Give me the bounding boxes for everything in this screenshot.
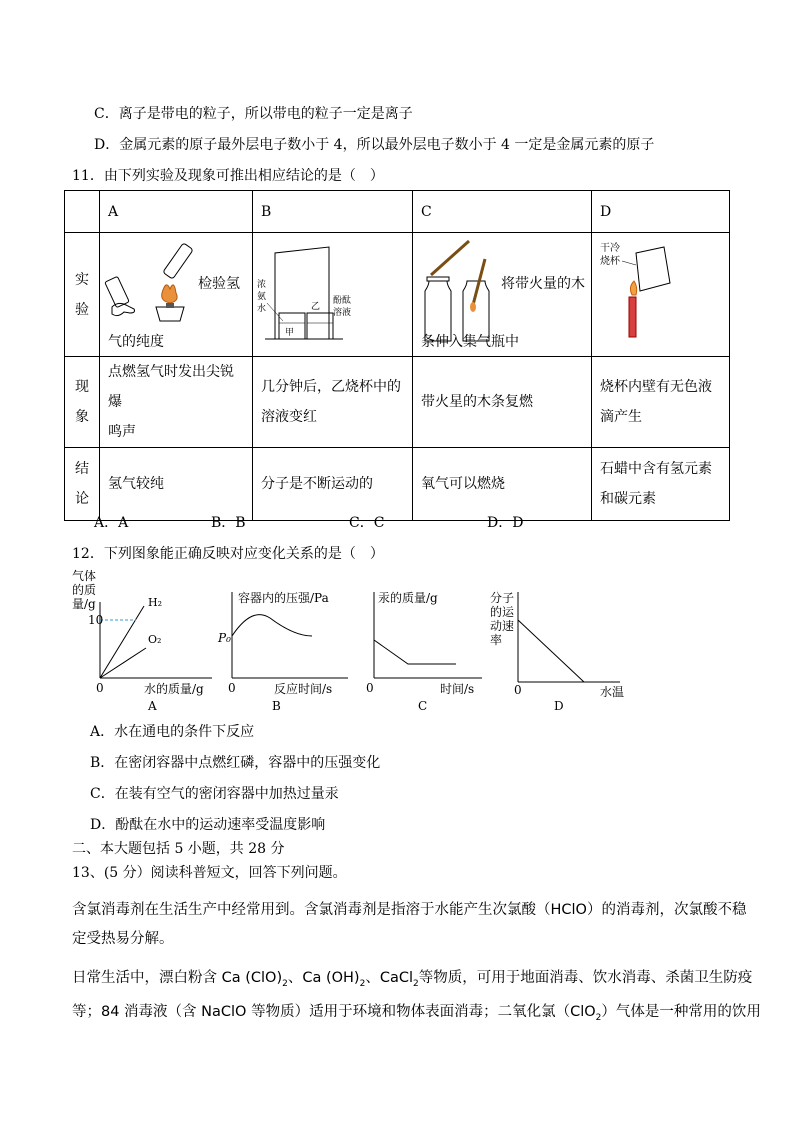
graph-d-line [518, 620, 584, 682]
header-b: B [253, 191, 413, 233]
header-a: A [100, 191, 253, 233]
q13-stem: 13、(5 分）阅读科普短文，回答下列问题。 [72, 865, 347, 881]
experiment-row [65, 233, 730, 357]
svg-text:溶液: 溶液 [333, 308, 352, 318]
svg-text:干冷: 干冷 [600, 243, 620, 254]
conclusion-row [65, 448, 730, 521]
svg-text:浓: 浓 [257, 280, 267, 290]
graph-b-xlabel: 反应时间/s [274, 682, 333, 696]
graph-d-ylabel-3: 动速 [490, 619, 515, 633]
graph-a-h2-line [100, 606, 144, 678]
q12-option-d: D．酚酞在水中的运动速率受温度影响 [90, 817, 326, 833]
header-c: C [413, 191, 592, 233]
svg-text:酚酞: 酚酞 [333, 296, 352, 306]
graph-b-letter: B [272, 699, 281, 713]
q12-option-a: A．水在通电的条件下反应 [90, 724, 255, 740]
graph-d [490, 590, 624, 713]
corner-cell [65, 191, 100, 233]
experiment-c-text1: 将带火量的木 [501, 276, 585, 292]
phenomenon-c: 带火星的木条复燃 [413, 357, 592, 448]
ammonia-diffusion-illustration [253, 233, 411, 355]
q12-option-b: B．在密闭容器中点燃红磷，容器中的压强变化 [90, 755, 381, 771]
experiment-a [100, 233, 253, 357]
graph-a-ylabel-2: 的质 [72, 583, 97, 597]
graph-a-xlabel: 水的质量/g [144, 682, 204, 696]
graph-d-xlabel: 水温 [600, 685, 625, 699]
experiment-c [413, 233, 592, 357]
graph-a-h2-label: H₂ [148, 596, 163, 609]
header-row [65, 191, 730, 233]
graph-b [217, 590, 348, 713]
graph-d-ylabel-2: 的运 [490, 605, 515, 619]
graph-b-origin: 0 [228, 681, 236, 695]
candle-beaker-illustration [592, 233, 724, 355]
graph-c-curve [374, 640, 456, 664]
q11-choice-c: C．C [349, 515, 385, 531]
section-2-heading: 二、本大题包括 5 小题，共 28 分 [72, 841, 285, 857]
q13-p2-line1: 日常生活中，漂白粉含 Ca $(ClO)_2$、Ca $(OH)_2$、CaCl$_2$等物质，可用于地面消毒、饮水消毒、杀菌卫生防疫 [72, 970, 753, 989]
graph-c-letter: C [418, 699, 428, 713]
graph-c [366, 590, 482, 713]
conclusion-a: 氢气较纯 [100, 448, 253, 521]
graph-b-curve [232, 615, 312, 636]
graph-a-letter: A [148, 699, 157, 713]
q11-choice-d: D．D [487, 515, 524, 531]
phenomenon-row [65, 357, 730, 448]
q13-p1-line1: 含氯消毒剂在生活生产中经常用到。含氯消毒剂是指溶于水能产生次氯酸（HClO）的消毒剂，次氯酸不稳 [72, 902, 747, 918]
graph-b-p0: P₀ [218, 631, 231, 645]
experiment-c-text2: 条伸入集气瓶中 [421, 334, 519, 350]
graph-a-origin: 0 [96, 681, 104, 695]
graph-a-o2-line [100, 648, 146, 678]
graph-c-xlabel: 时间/s [440, 682, 475, 696]
q11-choice-a: A．A [94, 515, 129, 531]
graph-d-letter: D [554, 699, 564, 713]
graph-a-o2-label: O₂ [148, 633, 162, 646]
graph-d-origin: 0 [514, 683, 522, 697]
conclusion-b: 分子是不断运动的 [253, 448, 413, 521]
q13-p1-line2: 定受热易分解。 [72, 931, 174, 947]
graph-d-ylabel-1: 分子 [490, 591, 515, 605]
experiment-a-text2: 气的纯度 [108, 334, 164, 350]
q12-option-c: C．在装有空气的密闭容器中加热过量汞 [90, 786, 339, 802]
graph-b-ylabel: 容器内的压强/Pa [238, 591, 329, 605]
experiment-b [253, 233, 413, 357]
q12-graphs [66, 566, 646, 718]
row-label-conclusion: 结 论 [65, 448, 100, 521]
conclusion-c: 氧气可以燃烧 [413, 448, 592, 521]
graph-a [72, 568, 212, 713]
row-label-phenomenon: 现 象 [65, 357, 100, 448]
svg-text:水: 水 [257, 304, 267, 314]
phenomenon-d: 烧杯内壁有无色液 滴产生 [592, 357, 730, 448]
q11-choice-b: B．B [211, 515, 246, 531]
svg-text:氨: 氨 [257, 292, 267, 302]
experiment-d [592, 233, 730, 357]
graph-c-origin: 0 [366, 681, 374, 695]
svg-text:甲: 甲 [285, 328, 295, 338]
conclusion-d: 石蜡中含有氢元素 和碳元素 [592, 448, 730, 521]
experiment-a-text1: 检验氢 [198, 276, 240, 292]
q11-stem: 11．由下列实验及现象可推出相应结论的是（ ） [72, 168, 384, 184]
svg-text:乙: 乙 [311, 302, 321, 312]
phenomenon-b: 几分钟后，乙烧杯中的 溶液变红 [253, 357, 413, 448]
q10-option-c: C．离子是带电的粒子，所以带电的粒子一定是离子 [94, 106, 413, 122]
graph-a-ytick: 10 [88, 613, 104, 627]
svg-text:烧杯: 烧杯 [600, 256, 620, 267]
graph-c-ylabel: 汞的质量/g [378, 591, 438, 605]
graph-d-ylabel-4: 率 [490, 633, 503, 647]
q12-stem: 12．下列图象能正确反映对应变化关系的是（ ） [72, 546, 384, 562]
q11-table [64, 190, 730, 521]
graph-a-ylabel-1: 气体 [72, 569, 97, 583]
q10-option-d: D．金属元素的原子最外层电子数小于 4，所以最外层电子数小于 4 一定是金属元素的原子 [94, 137, 655, 153]
header-d: D [592, 191, 730, 233]
q13-p2-line2: 等；84 消毒液（含 NaClO 等物质）适用于环境和物体表面消毒；二氧化氯（ClO$_2$）气体是一种常用的饮用 [72, 1004, 761, 1023]
graph-a-ylabel-3: 量/g [72, 597, 96, 611]
phenomenon-a: 点燃氢气时发出尖锐爆 鸣声 [100, 357, 253, 448]
row-label-experiment: 实 验 [65, 233, 100, 357]
